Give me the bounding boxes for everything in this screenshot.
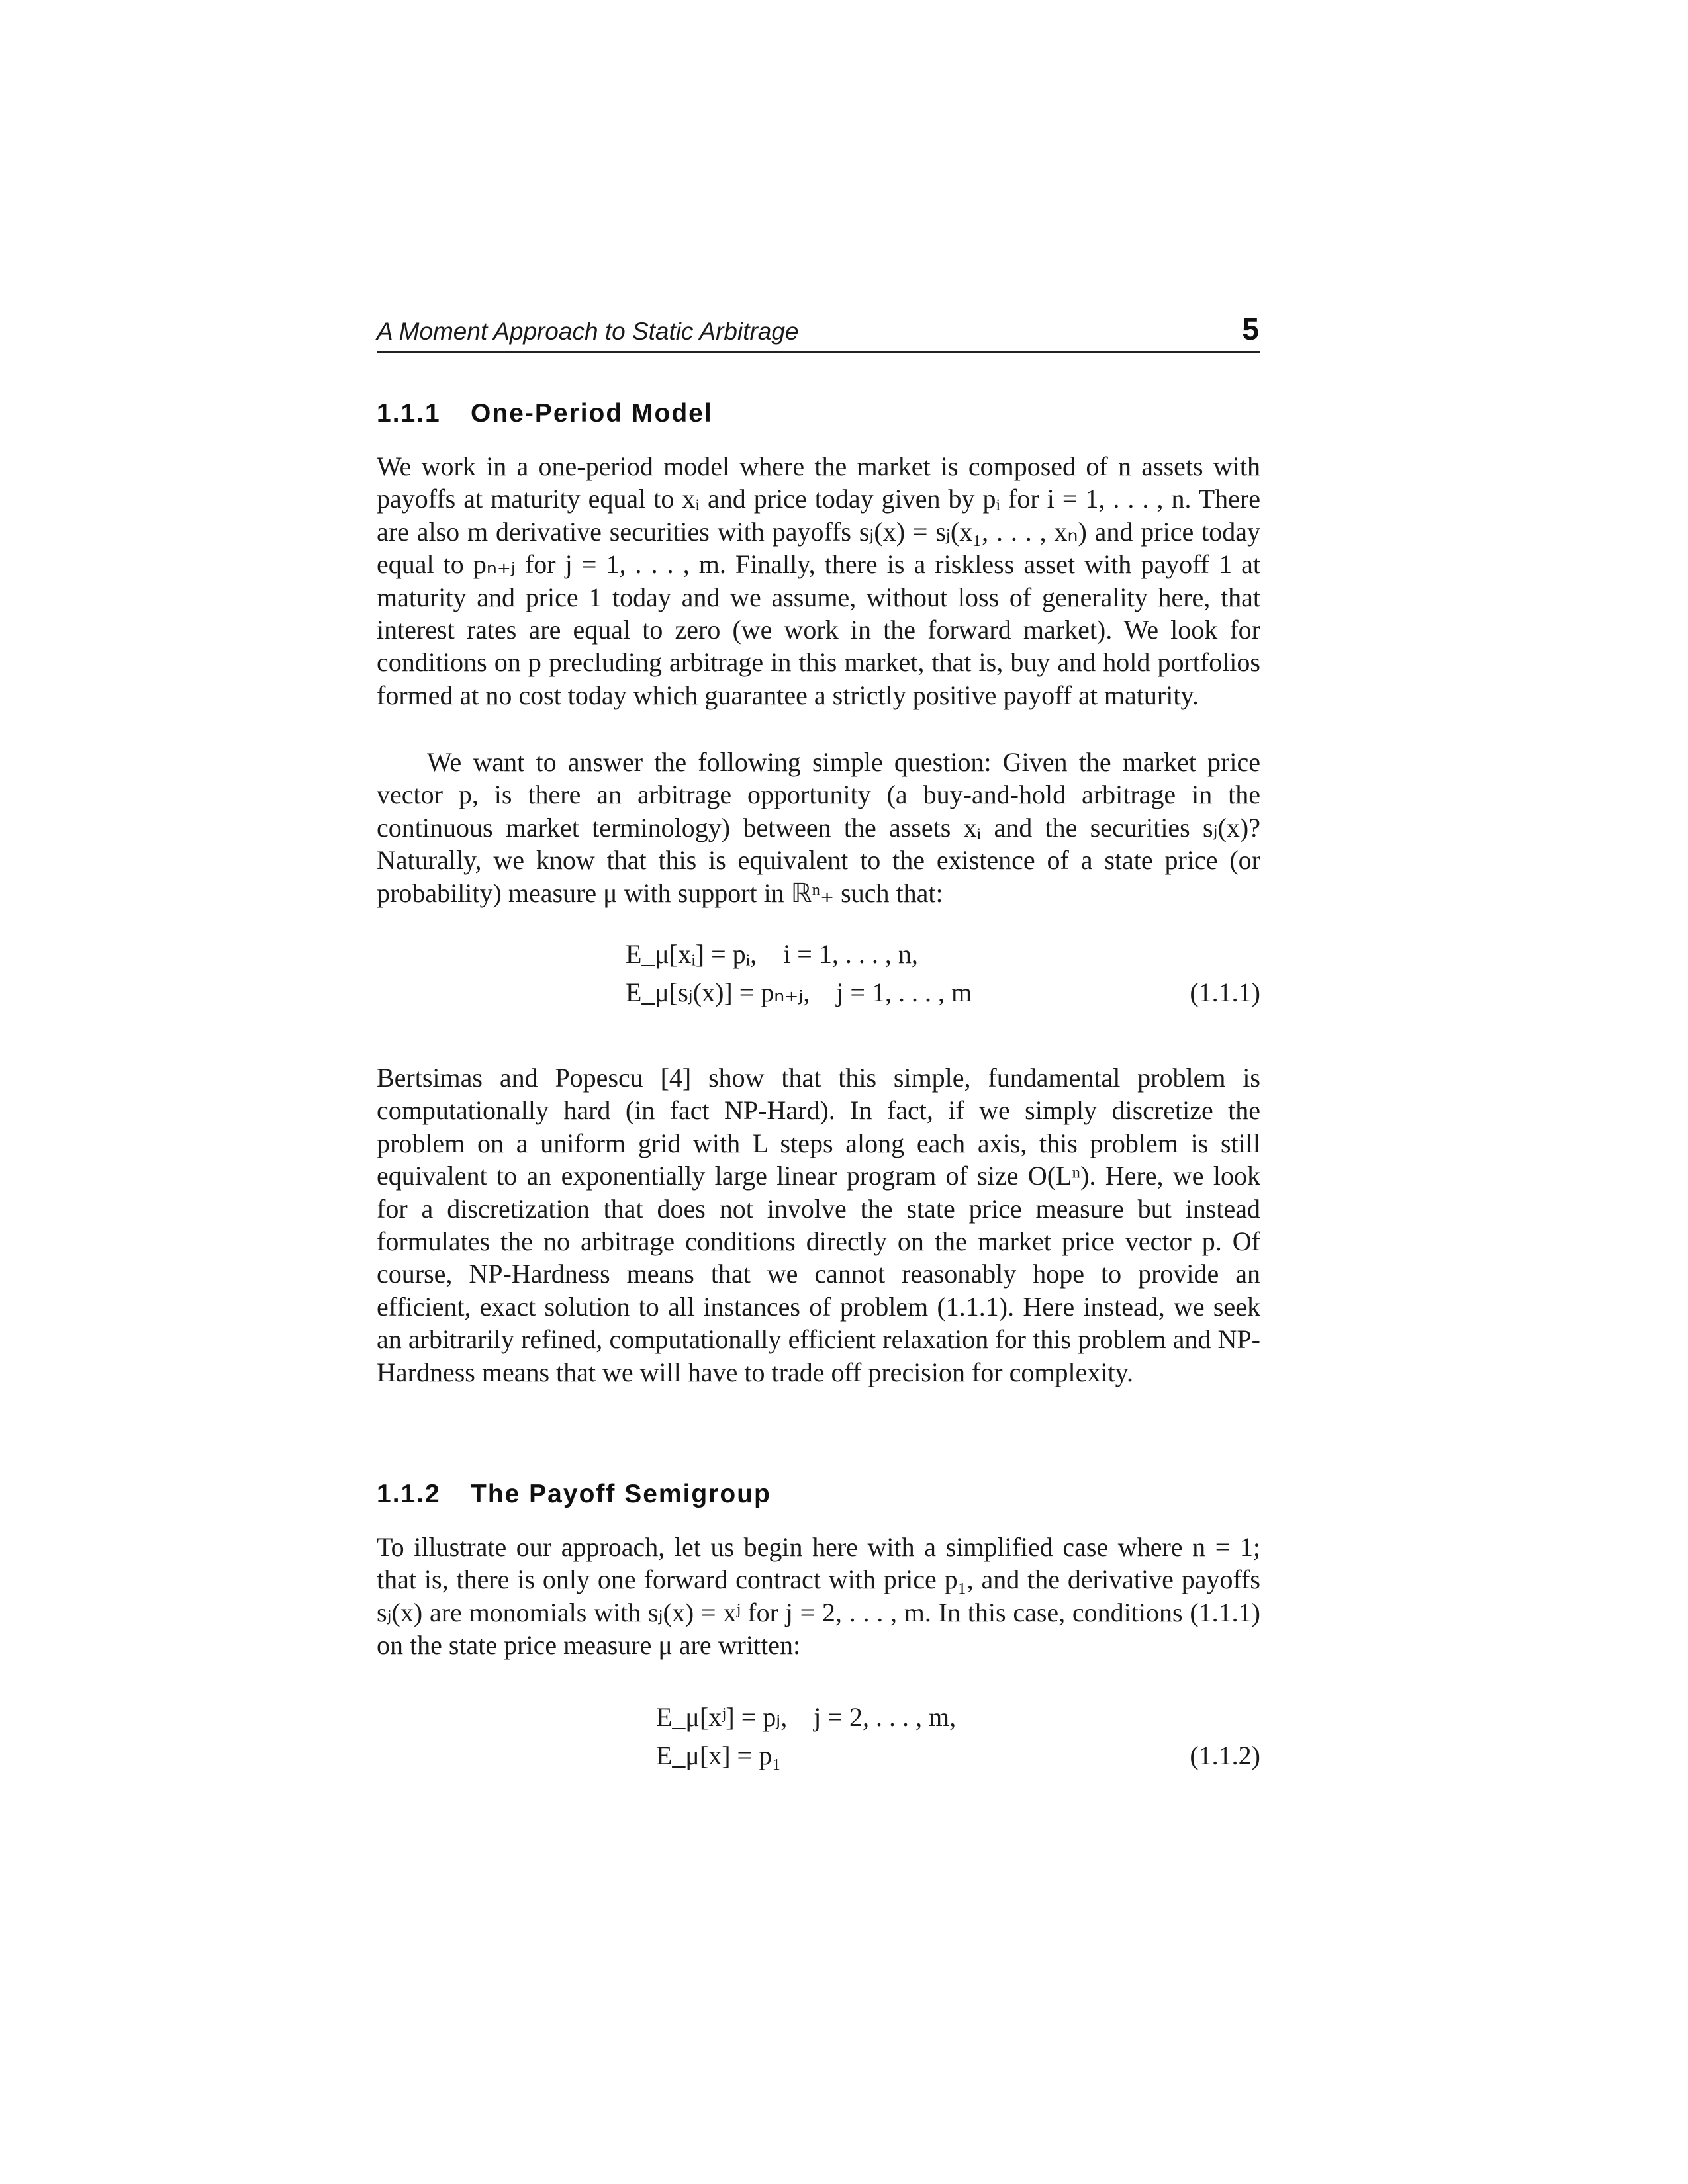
equation-1-1-2: [377, 1702, 1260, 1778]
running-head: [377, 310, 1260, 353]
equation-line: [377, 938, 1260, 977]
equation-line: [377, 977, 1260, 1015]
running-head-title: A Moment Approach to Static Arbitrage: [377, 318, 799, 345]
paragraph-one-period-model: We work in a one-period model where the market is composed of n assets with payoffs at maturity equal to xᵢ and price today given by pᵢ for i = 1, . . . , n. There are also m derivative securities with payoffs sⱼ(x) = sⱼ(x₁, . . . , xₙ) and price today equal to pₙ₊ⱼ for j = 1, . . . , m. Finally, there is a riskless asset with payoff 1 at maturity and price 1 today and we assume, without loss of generality here, that interest rates are equal to zero (we work in the forward market). We look for conditions on p precluding arbitrage in this market, that is, buy and hold portfolios formed at no cost today which guarantee a strictly positive payoff at maturity.: [377, 451, 1260, 710]
section-heading-1-1-1: [377, 399, 1260, 428]
equation-expression: E_μ[sⱼ(x)] = pₙ₊ⱼ, j = 1, . . . , m: [626, 978, 972, 1007]
paragraph-payoff-semigroup: To illustrate our approach, let us begin here with a simplified case where n = 1; that is, there is only one forward contract with price p₁, and the derivative payoffs sⱼ(x) are monomials with sⱼ(x) = xʲ for j = 2, . . . , m. In this case, conditions (1.1.1) on the state price measure μ are written:: [377, 1532, 1260, 1661]
equation-line: [377, 1740, 1260, 1778]
equation-line: [377, 1702, 1260, 1740]
section-title: One-Period Model: [471, 399, 713, 428]
equation-expression: E_μ[x] = p₁: [656, 1741, 782, 1770]
equation-number: (1.1.1): [1190, 978, 1260, 1007]
equation-expression: E_μ[xʲ] = pⱼ, j = 2, . . . , m,: [656, 1702, 957, 1732]
section-heading-1-1-2: [377, 1480, 1260, 1509]
paragraph-np-hardness: Bertsimas and Popescu [4] show that this simple, fundamental problem is computationally hard (in fact NP-Hard). In fact, if we simply discretize the problem on a uniform grid with L steps along each axis, this problem is still equivalent to an exponentially large linear program of size O(Lⁿ). Here, we look for a discretization that does not involve the state price measure but instead formulates the no arbitrage conditions directly on the market price vector p. Of course, NP-Hardness means that we cannot reasonably hope to provide an efficient, exact solution to all instances of problem (1.1.1). Here instead, we seek an arbitrarily refined, computationally efficient relaxation for this problem and NP-Hardness means that we will have to trade off precision for complexity.: [377, 1063, 1260, 1387]
equation-expression: E_μ[xᵢ] = pᵢ, i = 1, . . . , n,: [626, 939, 918, 969]
equation-number: (1.1.2): [1190, 1741, 1260, 1770]
page-number: 5: [1242, 312, 1259, 346]
section-title: The Payoff Semigroup: [471, 1480, 771, 1508]
section-number: 1.1.1: [377, 399, 441, 428]
equation-1-1-1: [377, 938, 1260, 1015]
section-number: 1.1.2: [377, 1480, 441, 1508]
paragraph-arbitrage-question: We want to answer the following simple question: Given the market price vector p, is there an arbitrage opportunity (a buy-and-hold arbitrage in the continuous market terminology) between the assets xᵢ and the securities sⱼ(x)? Naturally, we know that this is equivalent to the existence of a state price (or probability) measure μ with support in ℝⁿ₊ such that:: [377, 747, 1260, 908]
